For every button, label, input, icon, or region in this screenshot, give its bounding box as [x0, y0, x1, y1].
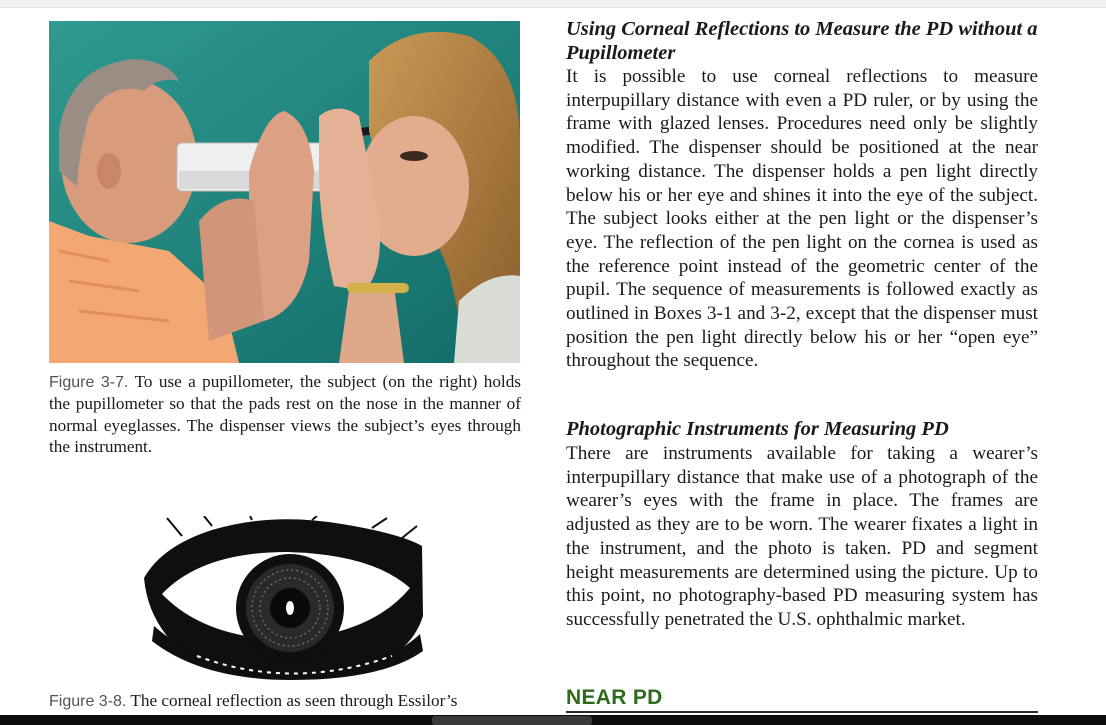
figure-3-7-caption	[49, 371, 521, 458]
figure-3-8-label: Figure 3-8.	[49, 693, 127, 710]
section-heading-corneal-reflections: Using Corneal Reflections to Measure the PD without a Pupillometer	[566, 18, 1038, 64]
figure-3-7-text: To use a pupillometer, the subject (on the right) holds the pupillometer so that the pads rest on the nose in the manner of normal eyeglasses. The dispenser views the subject’s eyes through the instrument.	[49, 372, 521, 457]
section-heading-photographic-instruments: Photographic Instruments for Measuring PD	[566, 418, 949, 440]
section-heading-near-pd: NEAR PD	[566, 686, 1038, 713]
figure-3-8-text: The corneal reflection as seen through Essilor’s	[130, 691, 458, 710]
section-body-photographic-instruments: There are instruments available for taking a wearer’s interpupillary distance that make use of a photograph of the wearer’s eyes with the frame in place. The frames are adjusted as they are to be worn. The wearer fixates a light in the instrument, and the photo is taken. PD and segment height measurements are determined using the picture. Up to this point, no photography-based PD measuring system has successfully penetrated the U.S. ophthalmic market.	[566, 443, 1038, 630]
figure-3-8-caption	[49, 690, 521, 712]
top-border	[0, 0, 1106, 8]
section-body-corneal-reflections: It is possible to use corneal reflections to measure interpupillary distance with even a PD ruler, or by using the frame with glazed lenses. Procedures need only be slightly modified. The dispenser should be positioned at the near working distance. The dispenser holds a pen light directly below his or her eye and shines it into the eye of the subject. The subject looks either at the pen light or the dispenser’s eye. The reflection of the pen light on the cornea is used as the reference point instead of the geometric center of the pupil. The sequence of measurements is followed exactly as outlined in Boxes 3-1 and 3-2, except that the dispenser must position the pen light directly below his or her “open eye” throughout the sequence.	[566, 66, 1038, 372]
corneal-reflection-eye-figure	[142, 516, 425, 680]
pupillometer-photo	[49, 21, 520, 363]
horizontal-scrollbar-thumb[interactable]	[432, 716, 592, 725]
figure-3-7-label: Figure 3-7.	[49, 374, 129, 391]
